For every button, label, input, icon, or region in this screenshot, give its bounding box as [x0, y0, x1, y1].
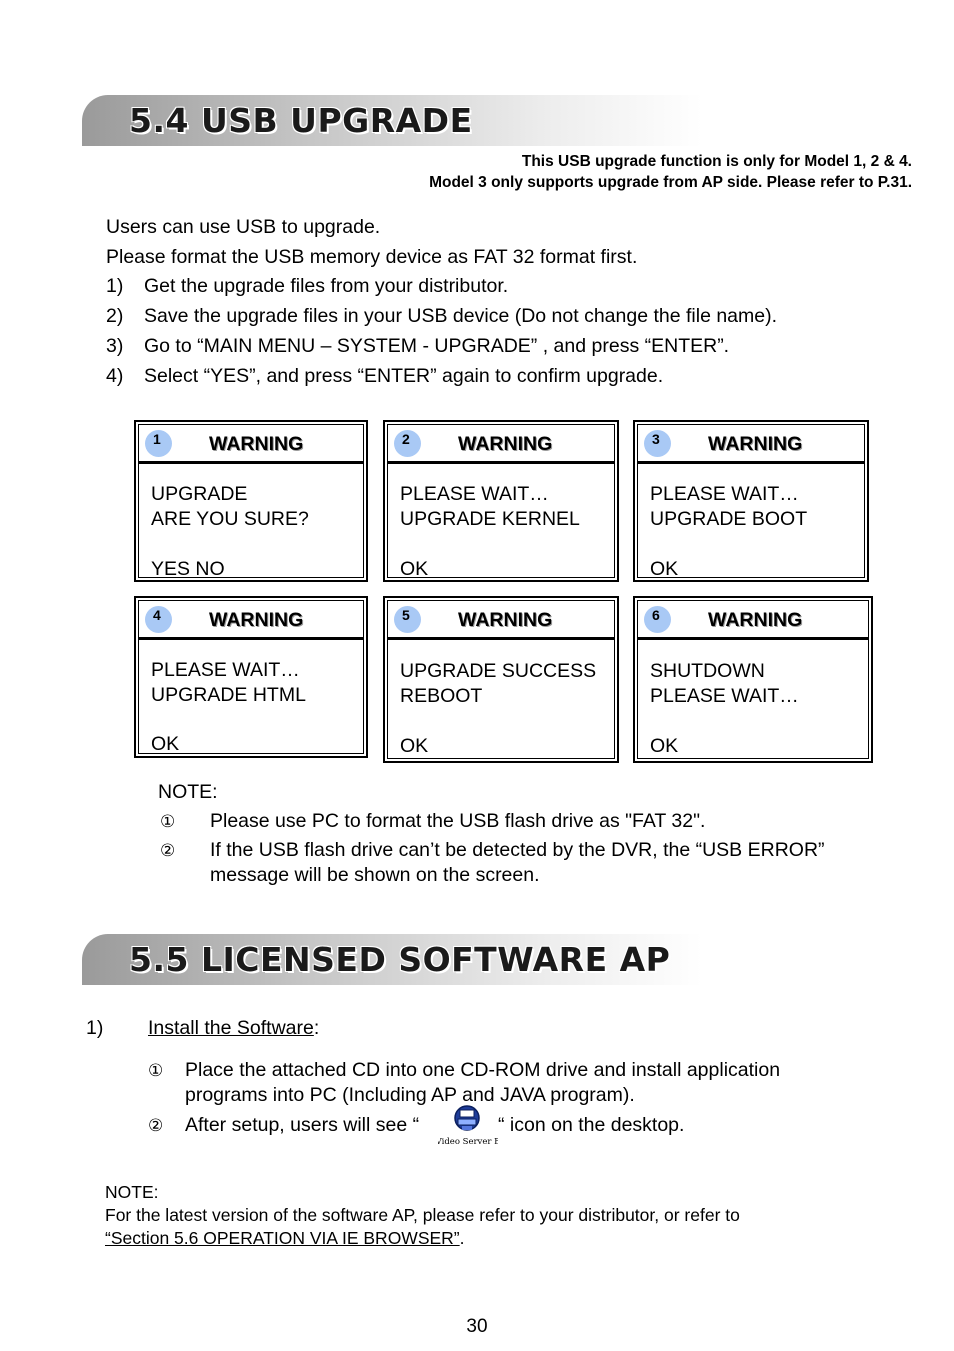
sub-item-text-continued: programs into PC (Including AP and JAVA program).: [185, 1084, 635, 1106]
section-banner-licensed-software: [82, 934, 702, 985]
warning-title: WARNING: [458, 609, 553, 631]
note-label: NOTE:: [105, 1182, 159, 1202]
model-note: [429, 151, 912, 193]
warning-header: [388, 601, 614, 640]
note-marker: ①: [160, 812, 176, 832]
warning-dialog-3: [633, 420, 869, 582]
warning-dialog-2: [383, 420, 619, 582]
warning-message-line-1: PLEASE WAIT…: [650, 483, 799, 505]
step-number: 3): [106, 335, 124, 357]
period: .: [459, 1228, 465, 1248]
warning-header: [139, 425, 363, 464]
sub-item-text: After setup, users will see “: [185, 1114, 420, 1136]
warning-message-line-2: PLEASE WAIT…: [650, 685, 799, 707]
warning-title: WARNING: [708, 433, 803, 455]
warning-action: OK: [400, 735, 429, 757]
video-server-desktop-icon: [438, 1104, 498, 1146]
step-text: Go to “MAIN MENU – SYSTEM - UPGRADE” , and press “ENTER”.: [144, 335, 730, 357]
step-number: 2): [106, 305, 124, 327]
step-number-badge: 3: [644, 430, 671, 457]
warning-title: WARNING: [209, 609, 304, 631]
sub-item-marker: ②: [148, 1116, 164, 1136]
warning-message-line-2: UPGRADE KERNEL: [400, 508, 580, 530]
section-reference-link[interactable]: “Section 5.6 OPERATION VIA IE BROWSER”: [105, 1228, 460, 1248]
section-title: 5.5 LICENSED SOFTWARE AP: [129, 940, 671, 979]
model-note-line-2: Model 3 only supports upgrade from AP side. Please refer to P.31.: [429, 174, 912, 191]
warning-message-line-1: SHUTDOWN: [650, 660, 765, 682]
page-number: 30: [466, 1316, 488, 1337]
intro-line-2: Please format the USB memory device as FAT 32 format first.: [106, 246, 638, 268]
note-text: For the latest version of the software AP, please refer to your distributor, or refer to: [105, 1205, 740, 1225]
step-text: Select “YES”, and press “ENTER” again to confirm upgrade.: [144, 365, 664, 387]
sub-item-marker: ①: [148, 1061, 164, 1081]
section-banner-usb-upgrade: [82, 95, 702, 146]
warning-action: OK: [151, 733, 180, 755]
warning-action: OK: [650, 558, 679, 580]
warning-dialog-1: [134, 420, 368, 582]
warning-message-line-1: PLEASE WAIT…: [151, 659, 300, 681]
warning-header: [388, 425, 614, 464]
warning-title: WARNING: [708, 609, 803, 631]
step-text: Get the upgrade files from your distributor.: [144, 275, 509, 297]
warning-dialog-5: [383, 596, 619, 763]
warning-title: WARNING: [458, 433, 553, 455]
step-number: 1): [106, 275, 124, 297]
warning-message-line-2: UPGRADE HTML: [151, 684, 306, 706]
video-server-icon: [438, 1104, 498, 1146]
warning-message-line-2: ARE YOU SURE?: [151, 508, 309, 530]
warning-action: OK: [400, 558, 429, 580]
install-heading: [148, 1013, 319, 1043]
warning-message-line-2: UPGRADE BOOT: [650, 508, 808, 530]
icon-caption: Video Server E: [438, 1137, 498, 1146]
warning-action: OK: [650, 735, 679, 757]
warning-title: WARNING: [209, 433, 304, 455]
warning-dialog-4: [134, 596, 368, 758]
warning-header: [139, 601, 363, 640]
step-number-badge: 5: [394, 606, 421, 633]
intro-line-1: Users can use USB to upgrade.: [106, 216, 381, 238]
step-number-badge: 2: [394, 430, 421, 457]
warning-dialog-6: [633, 596, 873, 763]
warning-header: [638, 425, 864, 464]
step-number-badge: 4: [145, 606, 172, 633]
warning-message-line-2: REBOOT: [400, 685, 483, 707]
warning-message-line-1: UPGRADE SUCCESS: [400, 660, 597, 682]
model-note-line-1: This USB upgrade function is only for Model 1, 2 & 4.: [521, 153, 912, 170]
warning-message-line-1: PLEASE WAIT…: [400, 483, 549, 505]
step-number: 4): [106, 365, 124, 387]
install-item: [86, 1013, 103, 1043]
step-text: Save the upgrade files in your USB device (Do not change the file name).: [144, 305, 778, 327]
item-number: 1): [86, 1017, 104, 1039]
note-text: If the USB flash drive can’t be detected by the DVR, the “USB ERROR”: [210, 839, 825, 861]
step-number-badge: 6: [644, 606, 671, 633]
sub-item-text-after: “ icon on the desktop.: [498, 1114, 685, 1136]
warning-header: [638, 601, 868, 640]
warning-message-line-1: UPGRADE: [151, 483, 248, 505]
note-reference: [105, 1227, 465, 1250]
colon: :: [313, 1017, 320, 1039]
note-label: NOTE:: [158, 781, 218, 803]
note-text-continued: message will be shown on the screen.: [210, 864, 540, 886]
note-text: Please use PC to format the USB flash drive as "FAT 32".: [210, 810, 706, 832]
section-title: 5.4 USB UPGRADE: [129, 101, 473, 140]
sub-item-text: Place the attached CD into one CD-ROM drive and install application: [185, 1059, 781, 1081]
warning-action: YES NO: [151, 558, 225, 580]
install-software-label: Install the Software: [148, 1017, 314, 1039]
note-marker: ②: [160, 841, 176, 861]
step-number-badge: 1: [145, 430, 172, 457]
